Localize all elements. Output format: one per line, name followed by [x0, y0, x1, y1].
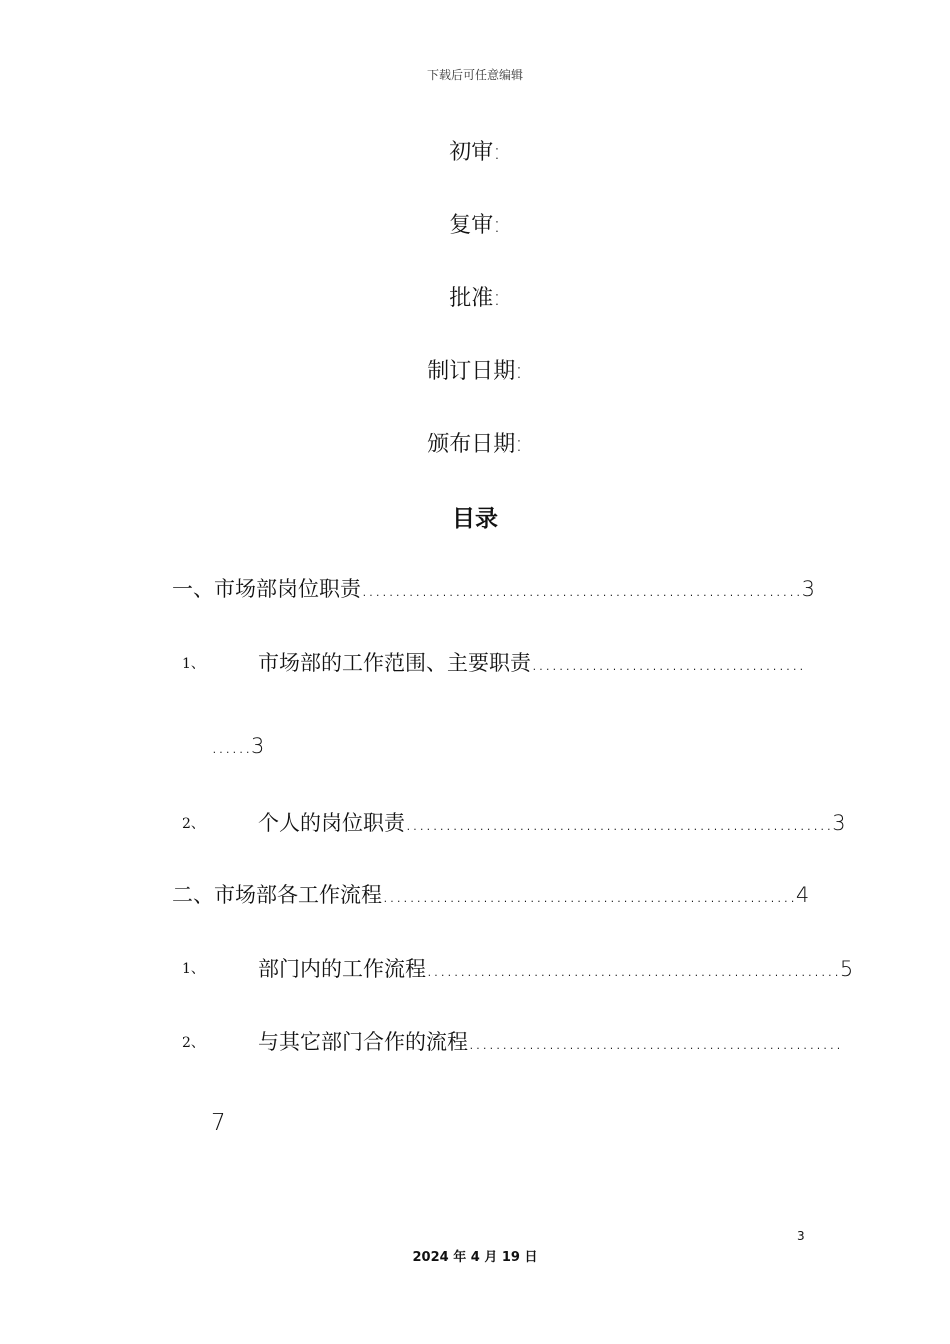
toc-entry-prefix: 一、: [172, 577, 214, 601]
page-number: 3: [797, 1229, 805, 1243]
toc-subentry-2-1[interactable]: [258, 953, 853, 983]
footer-date: 2024 年 4 月 19 日: [412, 1250, 538, 1265]
toc-entry-dots: .........................................: [531, 651, 805, 675]
approval-label: 批准:: [449, 286, 501, 311]
toc-entry-dots: ..................................................................: [361, 577, 802, 601]
toc-entry-2[interactable]: [172, 879, 809, 909]
toc-entry-continuation: ......3: [211, 734, 265, 758]
toc-entry-text: 个人的岗位职责: [258, 811, 405, 835]
toc-entry-text: 市场部的工作范围、主要职责: [258, 651, 531, 675]
toc-title: 目录: [452, 506, 498, 532]
second-review-label: 复审:: [449, 213, 501, 238]
toc-subentry-number: 2、: [182, 1035, 205, 1051]
toc-subentry-1-1[interactable]: [258, 647, 805, 677]
toc-entry-text: 部门内的工作流程: [258, 957, 426, 981]
toc-entry-dots: ..............................................................: [382, 883, 796, 907]
toc-entry-page: 3: [801, 577, 815, 601]
toc-entry-page: 5: [839, 957, 854, 981]
toc-entry-dots: ................................................................: [405, 811, 833, 835]
toc-entry-prefix: 二、: [172, 883, 214, 907]
toc-entry-1[interactable]: [172, 573, 815, 603]
drafted-date-label: 制订日期:: [427, 359, 523, 384]
toc-entry-dots: ..............................................................: [426, 957, 840, 981]
toc-entry-continuation: 7: [211, 1110, 226, 1136]
toc-entry-text: 市场部岗位职责: [214, 577, 361, 601]
toc-subentry-2-2[interactable]: [258, 1026, 842, 1056]
toc-entry-page: 3: [832, 811, 846, 835]
header-note: 下载后可任意编辑: [426, 68, 523, 82]
issued-date-label: 颁布日期:: [427, 432, 523, 457]
toc-entry-dots: ........................................................: [468, 1030, 842, 1054]
toc-entry-page: 4: [795, 883, 810, 907]
toc-subentry-number: 1、: [182, 656, 205, 672]
toc-subentry-number: 2、: [182, 816, 205, 832]
toc-subentry-number: 1、: [182, 961, 205, 977]
toc-subentry-1-2[interactable]: [258, 807, 846, 837]
toc-entry-text: 与其它部门合作的流程: [258, 1030, 468, 1054]
first-review-label: 初审:: [449, 140, 501, 165]
toc-entry-text: 市场部各工作流程: [214, 883, 382, 907]
